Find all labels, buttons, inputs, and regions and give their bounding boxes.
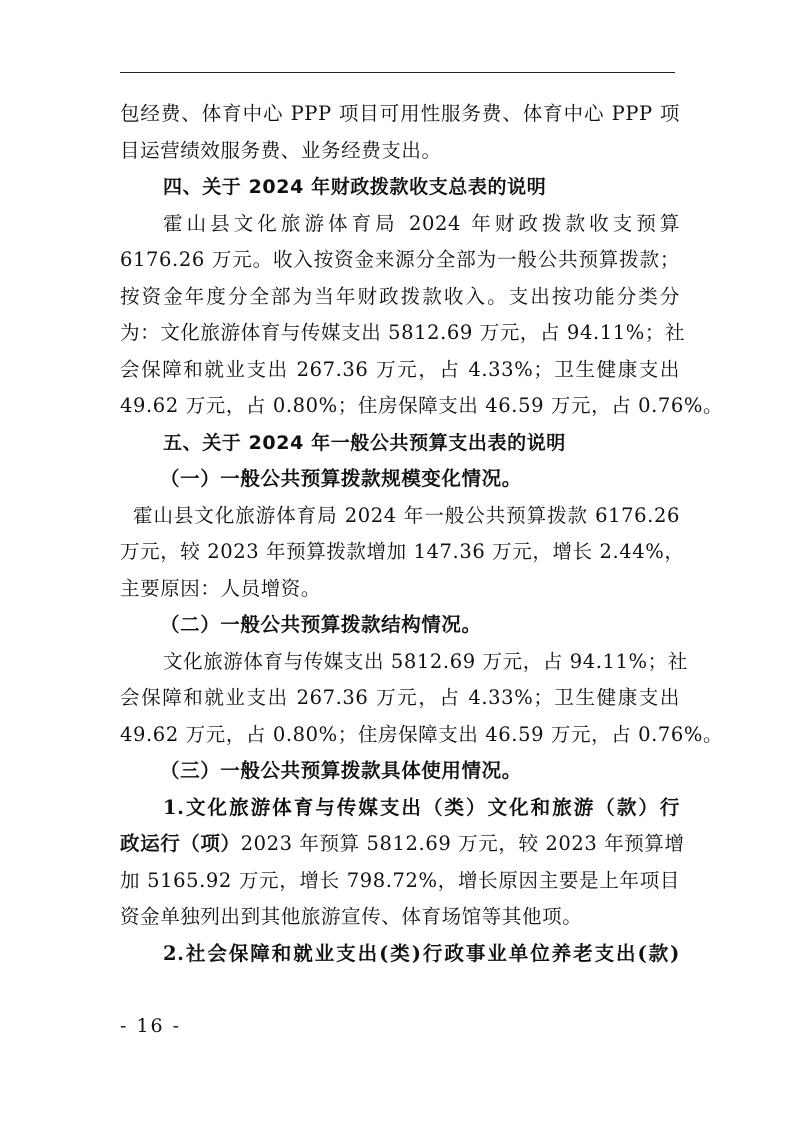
body-line: 49.62 万元，占 0.80%；住房保障支出 46.59 万元，占 0.76%。 bbox=[120, 722, 724, 746]
body-line: 主要原因：人员增资。 bbox=[120, 576, 322, 600]
page-number: - 16 - bbox=[120, 1015, 182, 1037]
body-line: 霍山县文化旅游体育局 2024 年财政拨款收支预算 bbox=[163, 211, 680, 235]
header-rule bbox=[120, 72, 675, 73]
item-heading-1: 1.文化旅游体育与传媒支出（类）文化和旅游（款）行 bbox=[163, 795, 680, 819]
body-line: 文化旅游体育与传媒支出 5812.69 万元，占 94.11%；社 bbox=[163, 649, 688, 673]
body-line: 会保障和就业支出 267.36 万元，占 4.33%；卫生健康支出 bbox=[120, 686, 680, 709]
subheading-1: （一）一般公共预算拨款规模变化情况。 bbox=[160, 467, 522, 490]
document-body bbox=[120, 96, 724, 972]
body-line bbox=[120, 826, 685, 863]
body-line: 万元，较 2023 年预算拨款增加 147.36 万元，增长 2.44%， bbox=[120, 540, 685, 563]
subheading-3: （三）一般公共预算拨款具体使用情况。 bbox=[160, 759, 522, 782]
body-line: 为：文化旅游体育与传媒支出 5812.69 万元，占 94.11%；社 bbox=[120, 321, 686, 344]
item-heading-1-cont: 政运行（项） bbox=[120, 832, 241, 855]
body-line: 目运营绩效服务费、业务经费支出。 bbox=[120, 138, 442, 162]
body-line: 6176.26 万元。收入按资金来源分全部为一般公共预算拨款； bbox=[120, 248, 680, 271]
body-line: 按资金年度分全部为当年财政拨款收入。支出按功能分类分 bbox=[120, 284, 680, 308]
subheading-2: （二）一般公共预算拨款结构情况。 bbox=[160, 613, 482, 636]
item-heading-2: 2.社会保障和就业支出(类)行政事业单位养老支出(款) bbox=[163, 941, 680, 965]
body-line: 包经费、体育中心 PPP 项目可用性服务费、体育中心 PPP 项 bbox=[120, 102, 680, 125]
body-line: 霍山县文化旅游体育局 2024 年一般公共预算拨款 6176.26 bbox=[133, 503, 680, 527]
body-line-rest: 2023 年预算 5812.69 万元，较 2023 年预算增 bbox=[240, 832, 685, 855]
section-heading-4: 四、关于 2024 年财政拨款收支总表的说明 bbox=[163, 176, 547, 198]
body-line: 49.62 万元，占 0.80%；住房保障支出 46.59 万元，占 0.76%。 bbox=[120, 394, 724, 417]
body-line: 会保障和就业支出 267.36 万元，占 4.33%；卫生健康支出 bbox=[120, 357, 680, 381]
section-heading-5: 五、关于 2024 年一般公共预算支出表的说明 bbox=[163, 431, 566, 454]
body-line: 加 5165.92 万元，增长 798.72%，增长原因主要是上年项目 bbox=[120, 868, 680, 892]
body-line: 资金单独列出到其他旅游宣传、体育场馆等其他项。 bbox=[120, 905, 583, 928]
